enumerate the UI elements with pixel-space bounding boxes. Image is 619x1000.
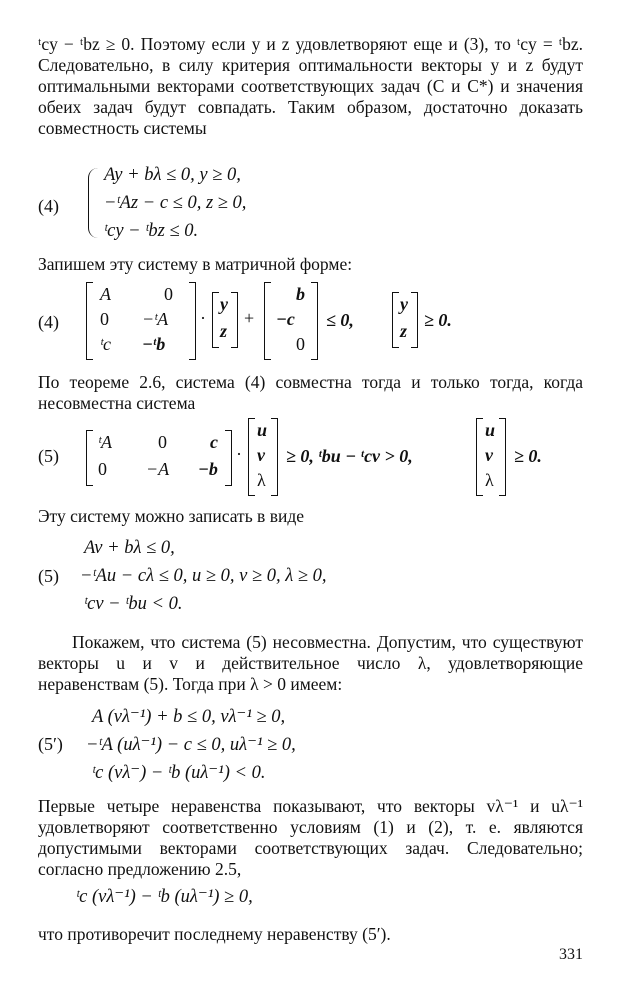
equation-label-5-prime: (5′) (38, 734, 63, 754)
matrix-cell: 0 (164, 284, 173, 304)
plus-operator: + (244, 308, 255, 328)
dot-operator: · (236, 444, 242, 464)
sys5p-line-3: ᵗc (vλ⁻) − ᵗb (uλ⁻¹) < 0. (92, 763, 266, 783)
vector-cell: b (296, 284, 305, 304)
relation-ge: ≥ 0. (424, 310, 452, 330)
sys4-line-3: ᵗcy − ᵗbz ≤ 0. (104, 221, 199, 241)
paragraph-3: По теореме 2.6, система (4) совместна тогда и только тогда, когда несовместна система (38, 372, 583, 413)
sys5p-line-2: −ᵗA (uλ⁻¹) − c ≤ 0, uλ⁻¹ ≥ 0, (86, 735, 296, 755)
sys5-line-2: −ᵗAu − cλ ≤ 0, u ≥ 0, v ≥ 0, λ ≥ 0, (80, 566, 327, 586)
left-brace (88, 168, 99, 238)
vector-yz (212, 292, 238, 348)
vector-bc0 (264, 282, 318, 360)
paragraph-6: Первые четыре неравенства показывают, что векторы vλ⁻¹ и uλ⁻¹ удовлетворяют соответственно условиям (1) и (2), т. е. являются допустимыми векторами соответствующих задач. Следовательно; согласно предложению 2.5, (38, 796, 583, 879)
page-number: 331 (559, 946, 583, 963)
relation-ge: ≥ 0. (514, 446, 542, 466)
sys4-line-2: −ᵗAz − c ≤ 0, z ≥ 0, (104, 193, 247, 213)
vector-cell: u (485, 420, 496, 440)
equation-label-5-matrix: (5) (38, 446, 59, 466)
sys5-line-1: Av + bλ ≤ 0, (84, 538, 175, 558)
matrix-cell: −ᵗb (142, 334, 166, 354)
vector-uvl (248, 418, 278, 496)
sys5-line-3: ᵗcv − ᵗbu < 0. (84, 594, 183, 614)
paragraph-4: Эту систему можно записать в виде (38, 506, 304, 526)
matrix-cell: A (100, 284, 111, 304)
vector-cell: v (485, 445, 493, 465)
vector-cell: z (220, 321, 228, 341)
vector-uvl-2 (476, 418, 506, 496)
matrix-cell: c (210, 432, 218, 452)
paragraph-7: что противоречит последнему неравенству (5′). (38, 924, 391, 944)
vector-cell: v (257, 445, 265, 465)
matrix-cell: 0 (158, 432, 167, 452)
vector-cell: −c (276, 309, 295, 329)
vector-cell: u (257, 420, 268, 440)
matrix-cell: ᵗc (100, 334, 112, 354)
matrix-cell: −A (146, 459, 170, 479)
equation-label-5: (5) (38, 566, 59, 586)
matrix-cell: −b (198, 459, 218, 479)
vector-cell: y (220, 294, 228, 314)
vector-cell: y (400, 294, 408, 314)
paragraph-5: Покажем, что система (5) несовместна. Допустим, что существуют векторы u и v и действительное число λ, удовлетворяющие неравенствам (5). Тогда при λ > 0 имеем: (38, 632, 583, 694)
matrix-block-4 (86, 282, 196, 360)
matrix-cell: 0 (100, 309, 109, 329)
matrix-block-5 (86, 430, 232, 486)
vector-cell: λ (485, 470, 494, 490)
equation-label-4: (4) (38, 196, 59, 216)
relation-le: ≤ 0, (326, 310, 354, 330)
paragraph-1: ᵗcy − ᵗbz ≥ 0. Поэтому если y и z удовлетворяют еще и (3), то ᵗcy = ᵗbz. Следовательно, в силу критерия оптимальности векторы y и z будут оптимальными векторами соответствующих задач (С и С*) и значения обеих задач будут совпадать. Таким образом, достаточно доказать совместность системы (38, 34, 583, 138)
vector-cell: λ (257, 470, 266, 490)
vector-cell: 0 (296, 334, 305, 354)
vector-cell: z (400, 321, 408, 341)
paragraph-2: Запишем эту систему в матричной форме: (38, 254, 353, 274)
final-inequality: ᵗc (vλ⁻¹) − ᵗb (uλ⁻¹) ≥ 0, (76, 887, 253, 907)
sys5p-line-1: A (vλ⁻¹) + b ≤ 0, vλ⁻¹ ≥ 0, (92, 707, 286, 727)
sys4-line-1: Ay + bλ ≤ 0, y ≥ 0, (104, 165, 241, 185)
matrix-cell: −ᵗA (142, 309, 169, 329)
equation-label-4-matrix: (4) (38, 312, 59, 332)
matrix-cell: 0 (98, 459, 107, 479)
dot-operator: · (200, 308, 206, 328)
relation-line: ≥ 0, ᵗbu − ᵗcv > 0, (286, 446, 413, 466)
vector-yz-2 (392, 292, 418, 348)
matrix-cell: ᵗA (98, 432, 113, 452)
